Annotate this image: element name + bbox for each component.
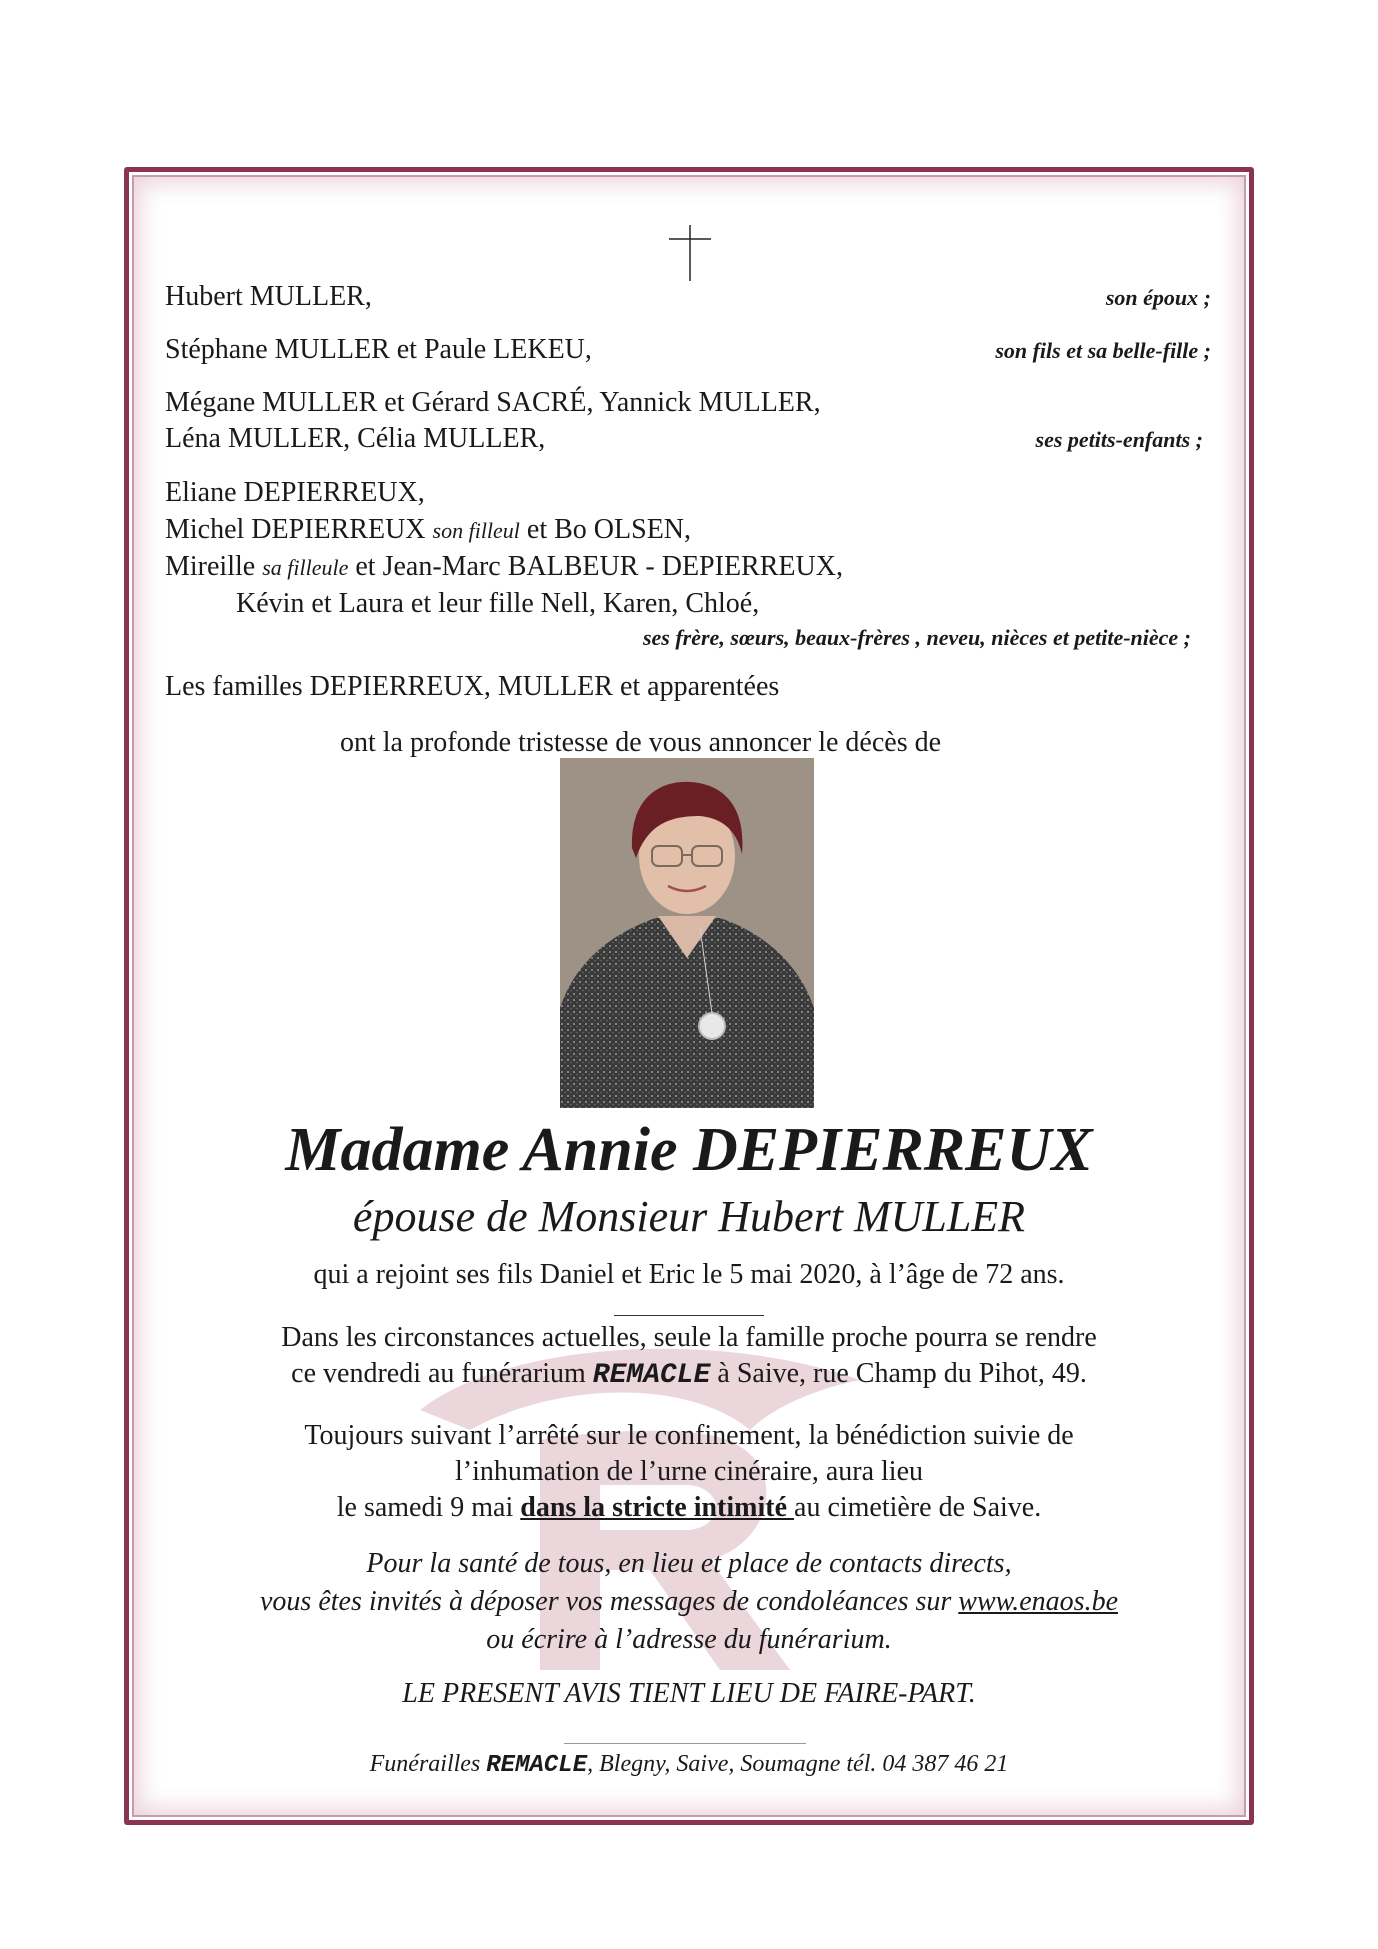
sibling-3-partner: et Jean-Marc BALBEUR - DEPIERREUX, <box>348 551 843 582</box>
deceased-detail: qui a rejoint ses fils Daniel et Eric le 5 mai 2020, à l’âge de 72 ans. <box>313 1259 1065 1290</box>
condolence-line-1: Pour la santé de tous, en lieu et place de contacts directs, <box>366 1548 1012 1579</box>
remacle-brand: REMACLE <box>592 1360 711 1391</box>
family-line-sibling-2 <box>165 513 691 548</box>
enaos-link[interactable]: www.enaos.be <box>958 1586 1118 1617</box>
footer <box>130 1748 1248 1782</box>
ceremony-line-2 <box>130 1356 1248 1394</box>
family-line-sibling-1: Eliane DEPIERREUX, <box>165 477 425 508</box>
deceased-name: Madame Annie DEPIERREUX <box>285 1116 1093 1184</box>
family-line-grandchildren-1: Mégane MULLER et Gérard SACRÉ, Yannick MULLER, <box>165 387 821 418</box>
sibling-2-partner: et Bo OLSEN, <box>519 514 692 545</box>
relation-grandchildren: ses petits-enfants ; <box>1035 427 1203 452</box>
goddaughter-note: sa filleule <box>262 555 349 580</box>
godson-note: son filleul <box>432 518 520 543</box>
family-line-sibling-3 <box>165 550 843 585</box>
condolence-line-3: ou écrire à l’adresse du funérarium. <box>486 1624 892 1655</box>
relation-husband: son époux ; <box>1105 285 1211 310</box>
family-line-families: Les familles DEPIERREUX, MULLER et apparentées <box>165 671 780 702</box>
portrait-photo <box>560 758 814 1108</box>
ceremony-line-2-start: ce vendredi au funérarium <box>291 1358 593 1389</box>
footer-contact: , Blegny, Saive, Soumagne tél. 04 387 46 21 <box>587 1751 1009 1777</box>
ceremony-place: au cimetière de Saive. <box>794 1492 1042 1523</box>
relation-siblings: ses frère, sœurs, beaux-frères , neveu, nièces et petite-nièce ; <box>642 625 1191 650</box>
strict-privacy-note: dans la stricte intimité <box>520 1492 795 1523</box>
family-line-husband: Hubert MULLER, <box>165 281 372 312</box>
ceremony-address: à Saive, rue Champ du Pihot, 49. <box>710 1358 1087 1389</box>
footer-rule <box>564 1743 806 1744</box>
condolence-line-2 <box>130 1584 1248 1620</box>
footer-prefix: Funérailles <box>369 1751 487 1777</box>
ceremony-line-4: l’inhumation de l’urne cinéraire, aura lieu <box>454 1456 923 1487</box>
sibling-2-name: Michel DEPIERREUX <box>165 514 433 545</box>
family-line-nephews: Kévin et Laura et leur fille Nell, Karen, Chloé, <box>236 588 760 619</box>
footer-brand: REMACLE <box>486 1752 588 1779</box>
ceremony-line-3: Toujours suivant l’arrêté sur le confinement, la bénédiction suivie de <box>304 1420 1074 1451</box>
relation-son: son fils et sa belle-fille ; <box>995 338 1211 363</box>
notice-line: LE PRESENT AVIS TIENT LIEU DE FAIRE-PART. <box>402 1678 976 1709</box>
family-line-son: Stéphane MULLER et Paule LEKEU, <box>165 334 592 365</box>
ceremony-line-1: Dans les circonstances actuelles, seule la famille proche pourra se rendre <box>281 1322 1097 1353</box>
cross-icon <box>665 225 715 281</box>
separator-rule <box>614 1315 764 1316</box>
family-line-grandchildren-2: Léna MULLER, Célia MULLER, <box>165 423 546 454</box>
condolence-invite: vous êtes invités à déposer vos messages de condoléances sur <box>260 1586 959 1617</box>
announcement-line: ont la profonde tristesse de vous annoncer le décès de <box>340 727 942 758</box>
ceremony-date: le samedi 9 mai <box>336 1492 521 1523</box>
deceased-spouse: épouse de Monsieur Hubert MULLER <box>352 1192 1026 1241</box>
sibling-3-name: Mireille <box>165 551 263 582</box>
ceremony-line-5 <box>130 1490 1248 1526</box>
